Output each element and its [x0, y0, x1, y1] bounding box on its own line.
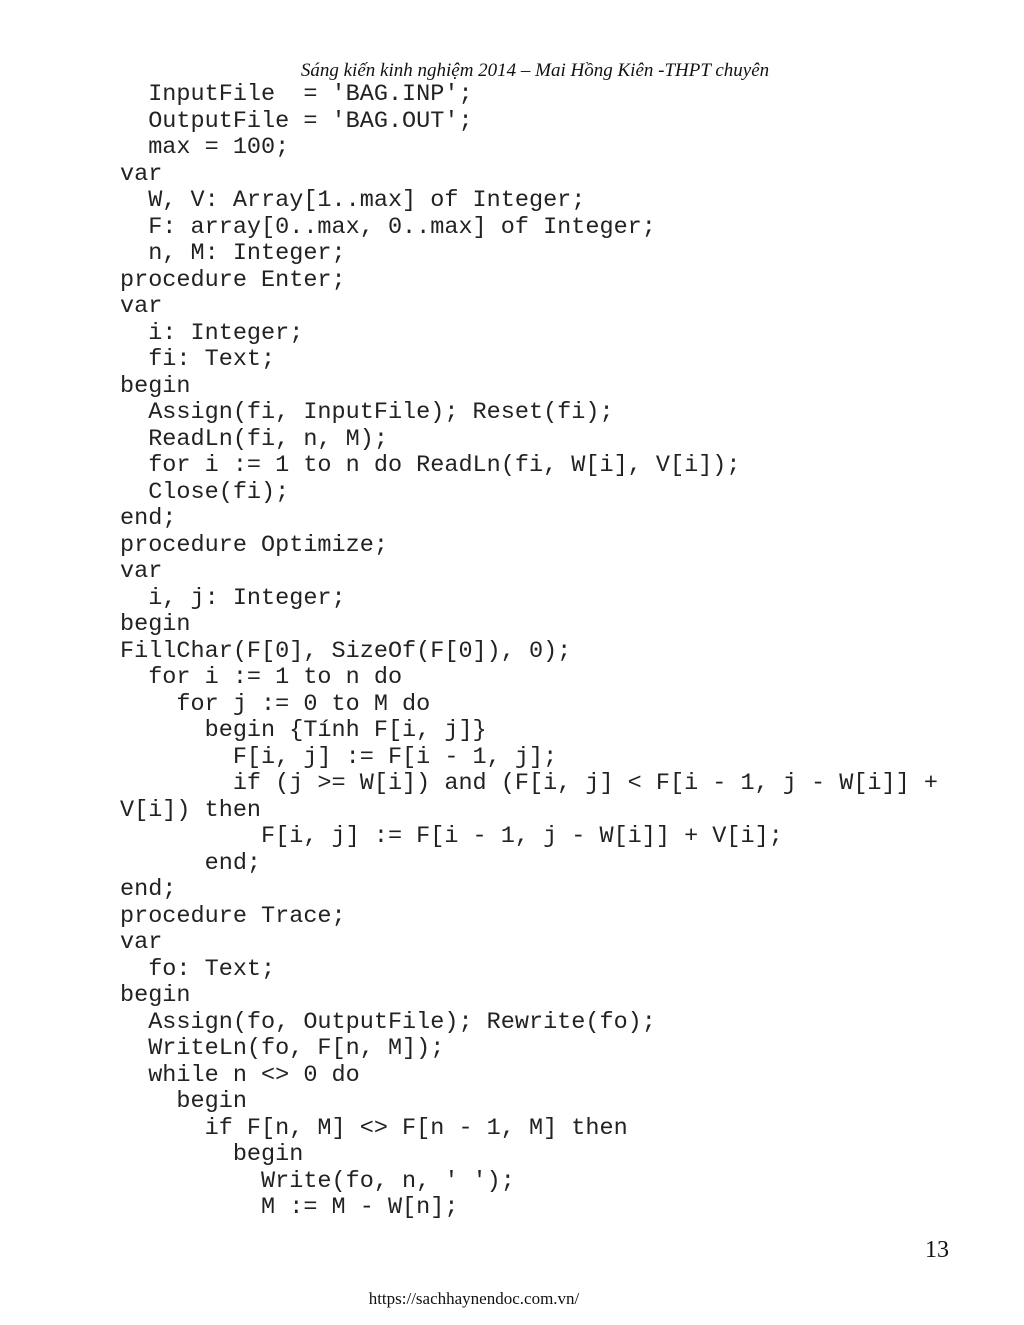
code-line: fi: Text; — [120, 346, 276, 373]
code-line: for i := 1 to n do ReadLn(fi, W[i], V[i]); — [120, 452, 741, 479]
footer-url: https://sachhaynendoc.com.vn/ — [368, 1289, 580, 1308]
code-line: FillChar(F[0], SizeOf(F[0]), 0); — [120, 637, 572, 665]
code-line: WriteLn(fo, F[n, M]); — [120, 1035, 445, 1062]
code-line: end; — [120, 849, 262, 877]
code-line: for j := 0 to M do — [120, 690, 431, 718]
code-line: begin — [120, 1088, 247, 1115]
code-line: begin {Tính F[i, j]} — [120, 717, 487, 744]
code-line: procedure Trace; — [120, 902, 346, 930]
code-line: end; — [120, 876, 177, 903]
code-line: F: array[0..max, 0..max] of Integer; — [120, 213, 656, 241]
page-number: 13 — [925, 1237, 949, 1263]
code-line: var — [120, 929, 163, 956]
code-line: i: Integer; — [120, 319, 304, 347]
code-line: max = 100; — [120, 134, 290, 161]
code-line: if (j >= W[i]) and (F[i, j] < F[i - 1, j - W[i]] + — [120, 770, 938, 797]
code-line: var — [120, 293, 163, 320]
code-line: i, j: Integer; — [120, 584, 346, 612]
code-block — [120, 82, 938, 1222]
code-line: Write(fo, n, ' '); — [120, 1167, 515, 1195]
code-line: ReadLn(fi, n, M); — [120, 425, 388, 453]
code-line: n, M: Integer; — [120, 240, 346, 267]
code-line: while n <> 0 do — [120, 1061, 360, 1089]
code-line: InputFile = 'BAG.INP'; — [120, 81, 473, 108]
code-line: Assign(fo, OutputFile); Rewrite(fo); — [120, 1008, 656, 1036]
code-line: OutputFile = 'BAG.OUT'; — [120, 107, 473, 135]
code-line: Close(fi); — [120, 478, 290, 506]
code-line: M := M - W[n]; — [120, 1194, 459, 1221]
code-line: begin — [120, 982, 191, 1009]
code-line: var — [120, 160, 163, 188]
code-line: Assign(fi, InputFile); Reset(fi); — [120, 399, 614, 426]
code-line: var — [120, 558, 163, 585]
code-line: procedure Enter; — [120, 266, 346, 294]
code-line: procedure Optimize; — [120, 531, 388, 559]
code-line: F[i, j] := F[i - 1, j]; — [120, 743, 558, 771]
code-line: W, V: Array[1..max] of Integer; — [120, 187, 586, 214]
code-line: begin — [120, 611, 191, 638]
page-header: Sáng kiến kinh nghiệm 2014 – Mai Hồng Kiên -THPT chuyên — [300, 60, 770, 81]
code-line: F[i, j] := F[i - 1, j - W[i]] + V[i]; — [120, 823, 783, 850]
code-line: begin — [120, 1141, 304, 1168]
code-line: if F[n, M] <> F[n - 1, M] then — [120, 1114, 628, 1142]
code-line: end; — [120, 505, 177, 532]
code-line: for i := 1 to n do — [120, 664, 403, 691]
code-line: V[i]) then — [120, 796, 262, 824]
code-line: begin — [120, 372, 191, 400]
code-line: fo: Text; — [120, 955, 276, 983]
